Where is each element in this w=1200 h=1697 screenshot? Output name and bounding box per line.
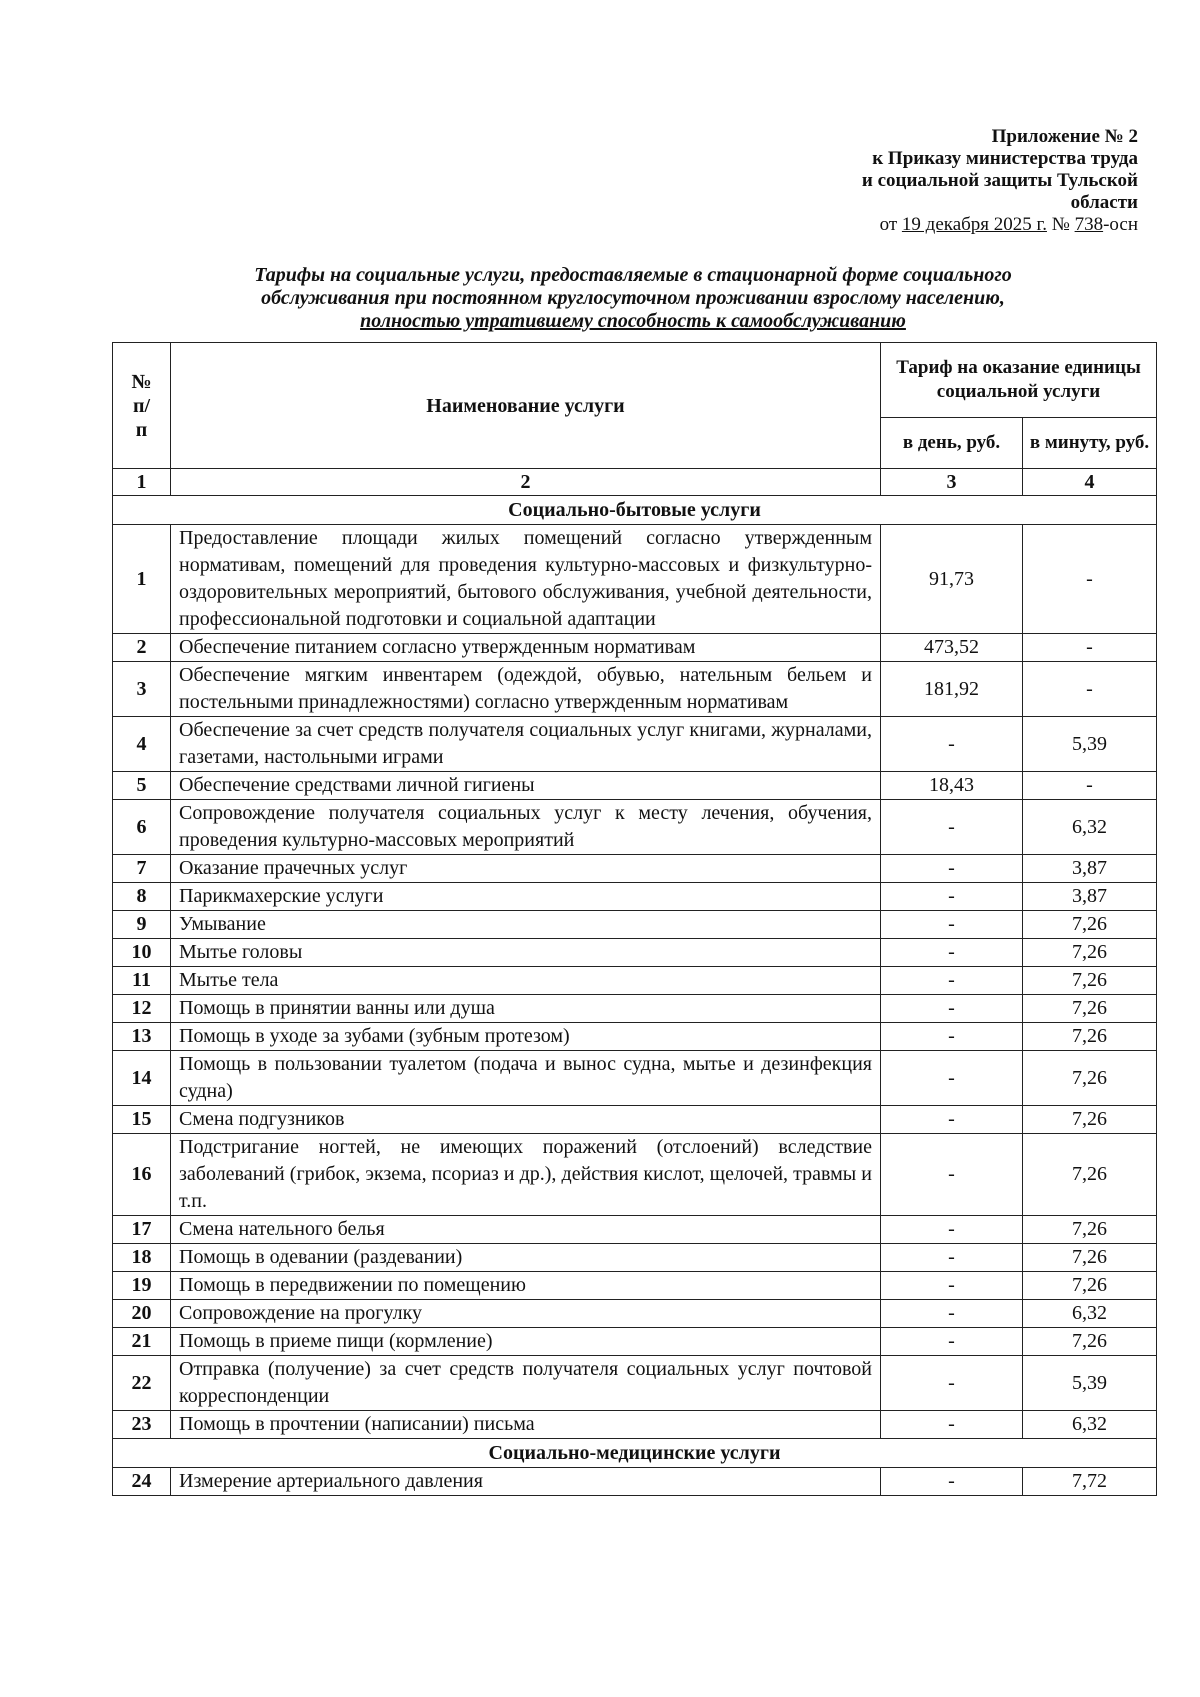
column-numbers-row <box>113 469 1157 496</box>
tariff-per-minute: 7,26 <box>1023 1216 1157 1244</box>
order-suffix: -осн <box>1103 214 1138 235</box>
tariff-per-day: - <box>881 1300 1023 1328</box>
tariff-per-day: - <box>881 1328 1023 1356</box>
service-name: Обеспечение питанием согласно утвержденным нормативам <box>171 634 881 662</box>
table-row <box>113 1356 1157 1411</box>
service-name: Отправка (получение) за счет средств получателя социальных услуг почтовой корреспонденции <box>171 1356 881 1411</box>
row-number: 7 <box>113 855 171 883</box>
row-number: 16 <box>113 1134 171 1216</box>
tariff-per-minute: - <box>1023 662 1157 717</box>
header-tariff: Тариф на оказание единицы социальной услуги <box>881 343 1157 418</box>
service-name: Оказание прачечных услуг <box>171 855 881 883</box>
service-name: Обеспечение мягким инвентарем (одеждой, обувью, нательным бельем и постельными принадлежностями) согласно утвержденным нормативам <box>171 662 881 717</box>
table-row <box>113 772 1157 800</box>
table-row <box>113 883 1157 911</box>
tariff-per-day: - <box>881 883 1023 911</box>
service-name: Подстригание ногтей, не имеющих поражений (отслоений) вследствие заболеваний (грибок, экзема, псориаз и др.), действия кислот, щелочей, травмы и т.п. <box>171 1134 881 1216</box>
tariff-per-day: - <box>881 717 1023 772</box>
service-name: Сопровождение получателя социальных услуг к месту лечения, обучения, проведения культурно-массовых мероприятий <box>171 800 881 855</box>
row-number: 3 <box>113 662 171 717</box>
tariff-per-minute: 7,26 <box>1023 1051 1157 1106</box>
table-row <box>113 995 1157 1023</box>
service-name: Смена нательного белья <box>171 1216 881 1244</box>
tariff-per-minute: - <box>1023 634 1157 662</box>
row-number: 18 <box>113 1244 171 1272</box>
table-row <box>113 1244 1157 1272</box>
service-name: Обеспечение средствами личной гигиены <box>171 772 881 800</box>
table-row <box>113 1272 1157 1300</box>
title-line-2: обслуживания при постоянном круглосуточном проживании взрослому населению, <box>261 287 1005 309</box>
tariff-per-minute: 7,26 <box>1023 1328 1157 1356</box>
service-name: Смена подгузников <box>171 1106 881 1134</box>
tariff-per-day: - <box>881 1468 1023 1496</box>
tariff-per-minute: 5,39 <box>1023 1356 1157 1411</box>
header-per-minute: в минуту, руб. <box>1023 418 1157 469</box>
title-line-1: Тарифы на социальные услуги, предоставляемые в стационарной форме социального <box>254 264 1012 286</box>
service-name: Сопровождение на прогулку <box>171 1300 881 1328</box>
row-number: 4 <box>113 717 171 772</box>
table-row <box>113 1106 1157 1134</box>
column-number: 4 <box>1023 469 1157 496</box>
column-number: 2 <box>171 469 881 496</box>
table-row <box>113 1134 1157 1216</box>
service-name: Умывание <box>171 911 881 939</box>
service-name: Парикмахерские услуги <box>171 883 881 911</box>
section-title: Социально-бытовые услуги <box>113 496 1157 525</box>
tariff-per-day: - <box>881 1023 1023 1051</box>
tariff-per-day: - <box>881 911 1023 939</box>
tariff-per-minute: 6,32 <box>1023 1300 1157 1328</box>
annex-line-2: к Приказу министерства труда <box>872 148 1138 169</box>
service-name: Мытье тела <box>171 967 881 995</box>
tariff-per-minute: 7,26 <box>1023 1023 1157 1051</box>
tariff-per-minute: 6,32 <box>1023 1411 1157 1439</box>
order-prefix: от <box>879 214 898 235</box>
tariff-per-day: - <box>881 1272 1023 1300</box>
header-number: № п/п <box>113 343 171 469</box>
column-number: 3 <box>881 469 1023 496</box>
row-number: 1 <box>113 525 171 634</box>
tariff-per-minute: 7,26 <box>1023 911 1157 939</box>
tariff-per-minute: 7,72 <box>1023 1468 1157 1496</box>
tariff-per-day: - <box>881 1411 1023 1439</box>
tariffs-table <box>112 342 1157 1496</box>
row-number: 22 <box>113 1356 171 1411</box>
tariff-per-day: - <box>881 995 1023 1023</box>
order-number: 738 <box>1074 214 1104 235</box>
row-number: 5 <box>113 772 171 800</box>
table-row <box>113 1328 1157 1356</box>
service-name: Предоставление площади жилых помещений согласно утвержденным нормативам, помещений для проведения культурно-массовых и физкультурно-оздоровительных мероприятий, бытового обслуживания, учебной деятельности, профессиональной подготовки и социальной адаптации <box>171 525 881 634</box>
row-number: 15 <box>113 1106 171 1134</box>
document-title <box>112 264 1154 333</box>
tariff-per-minute: 3,87 <box>1023 855 1157 883</box>
tariff-per-day: - <box>881 939 1023 967</box>
tariff-per-day: 473,52 <box>881 634 1023 662</box>
tariff-per-day: 181,92 <box>881 662 1023 717</box>
row-number: 2 <box>113 634 171 662</box>
row-number: 13 <box>113 1023 171 1051</box>
tariff-per-day: - <box>881 967 1023 995</box>
table-row <box>113 1216 1157 1244</box>
tariff-per-day: - <box>881 855 1023 883</box>
header-per-day: в день, руб. <box>881 418 1023 469</box>
table-row <box>113 634 1157 662</box>
row-number: 14 <box>113 1051 171 1106</box>
tariff-per-day: - <box>881 1244 1023 1272</box>
service-name: Обеспечение за счет средств получателя социальных услуг книгами, журналами, газетами, настольными играми <box>171 717 881 772</box>
service-name: Помощь в уходе за зубами (зубным протезом) <box>171 1023 881 1051</box>
table-row <box>113 800 1157 855</box>
service-name: Помощь в приеме пищи (кормление) <box>171 1328 881 1356</box>
table-row <box>113 1468 1157 1496</box>
order-reference <box>862 214 1138 236</box>
table-row <box>113 939 1157 967</box>
row-number: 11 <box>113 967 171 995</box>
row-number: 6 <box>113 800 171 855</box>
annex-header <box>862 126 1138 236</box>
service-name: Помощь в прочтении (написании) письма <box>171 1411 881 1439</box>
row-number: 19 <box>113 1272 171 1300</box>
service-name: Помощь в одевании (раздевании) <box>171 1244 881 1272</box>
title-line-3: полностью утратившему способность к самообслуживанию <box>360 310 906 332</box>
service-name: Помощь в передвижении по помещению <box>171 1272 881 1300</box>
header-service-name: Наименование услуги <box>171 343 881 469</box>
tariff-per-minute: 6,32 <box>1023 800 1157 855</box>
service-name: Помощь в принятии ванны или душа <box>171 995 881 1023</box>
tariff-per-day: - <box>881 1134 1023 1216</box>
annex-line-3: и социальной защиты Тульской <box>861 170 1138 191</box>
annex-line-4: области <box>1070 192 1138 213</box>
table-row <box>113 1051 1157 1106</box>
table-row <box>113 855 1157 883</box>
tariff-per-day: 18,43 <box>881 772 1023 800</box>
annex-title: Приложение № 2 <box>991 126 1138 147</box>
table-row <box>113 662 1157 717</box>
table-row <box>113 967 1157 995</box>
section-row <box>113 496 1157 525</box>
row-number: 8 <box>113 883 171 911</box>
tariff-per-day: - <box>881 1216 1023 1244</box>
table-row <box>113 1411 1157 1439</box>
order-date: 19 декабря 2025 г. <box>901 214 1047 235</box>
tariff-per-minute: - <box>1023 772 1157 800</box>
row-number: 21 <box>113 1328 171 1356</box>
row-number: 23 <box>113 1411 171 1439</box>
table-row <box>113 717 1157 772</box>
service-name: Помощь в пользовании туалетом (подача и вынос судна, мытье и дезинфекция судна) <box>171 1051 881 1106</box>
tariff-per-day: - <box>881 1106 1023 1134</box>
tariff-per-day: - <box>881 800 1023 855</box>
tariff-per-minute: - <box>1023 525 1157 634</box>
tariff-per-day: - <box>881 1051 1023 1106</box>
table-row <box>113 525 1157 634</box>
tariff-per-day: - <box>881 1356 1023 1411</box>
table-row <box>113 1023 1157 1051</box>
row-number: 24 <box>113 1468 171 1496</box>
row-number: 17 <box>113 1216 171 1244</box>
order-no-label: № <box>1051 214 1070 235</box>
tariff-per-minute: 7,26 <box>1023 967 1157 995</box>
tariff-per-minute: 7,26 <box>1023 995 1157 1023</box>
column-number: 1 <box>113 469 171 496</box>
tariff-per-day: 91,73 <box>881 525 1023 634</box>
tariff-per-minute: 7,26 <box>1023 939 1157 967</box>
row-number: 9 <box>113 911 171 939</box>
service-name: Измерение артериального давления <box>171 1468 881 1496</box>
tariff-per-minute: 7,26 <box>1023 1106 1157 1134</box>
tariff-per-minute: 7,26 <box>1023 1272 1157 1300</box>
service-name: Мытье головы <box>171 939 881 967</box>
table-row <box>113 1300 1157 1328</box>
row-number: 12 <box>113 995 171 1023</box>
tariff-per-minute: 5,39 <box>1023 717 1157 772</box>
tariff-per-minute: 7,26 <box>1023 1244 1157 1272</box>
row-number: 10 <box>113 939 171 967</box>
section-row <box>113 1439 1157 1468</box>
tariff-per-minute: 7,26 <box>1023 1134 1157 1216</box>
row-number: 20 <box>113 1300 171 1328</box>
tariff-per-minute: 3,87 <box>1023 883 1157 911</box>
table-row <box>113 911 1157 939</box>
section-title: Социально-медицинские услуги <box>113 1439 1157 1468</box>
